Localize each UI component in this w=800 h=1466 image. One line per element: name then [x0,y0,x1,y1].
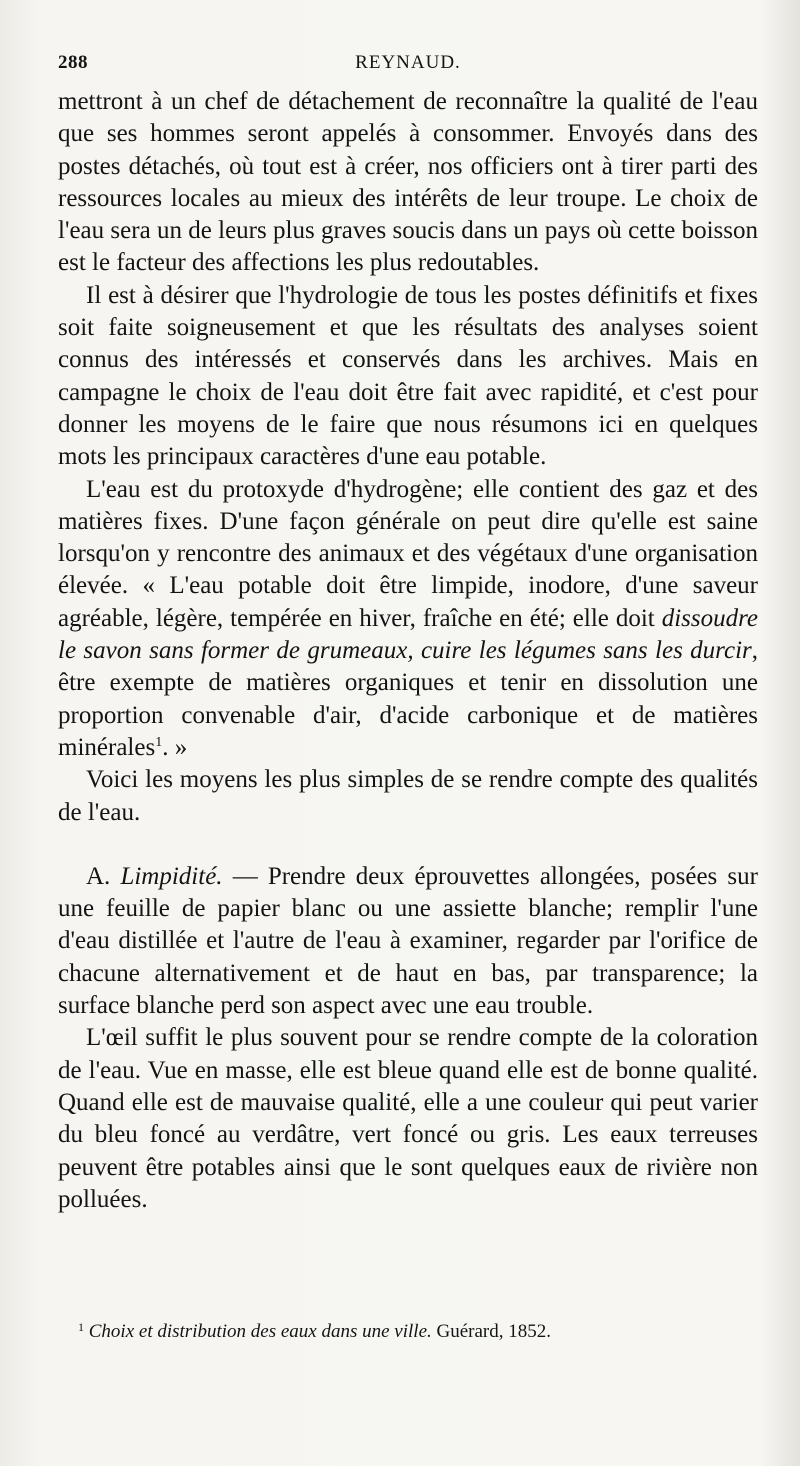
section-heading: Limpidité. [120,862,223,890]
paragraph-3 [58,474,758,765]
footnote [58,1320,758,1344]
footnote-source: Guérard, 1852. [431,1321,552,1342]
footnote-mark: 1 [78,1320,84,1334]
footnote-reference: 1 [155,734,163,750]
paragraph-1: mettront à un chef de détachement de reconnaître la qualité de l'eau que ses hommes seront appelés à consommer. Envoyés dans des postes détachés, où tout est à créer, nos officiers ont à tirer parti des ressources locales au mieux des intérêts de leur troupe. Le choix de l'eau sera un de leurs plus graves soucis dans un pays où cette boisson est le facteur des affections les plus redoutables. [58,88,758,277]
footnote-title: Choix et distribution des eaux dans une ville. [88,1321,432,1342]
section-label: A. [86,862,121,890]
paragraph-2: Il est à désirer que l'hydrologie de tous les postes définitifs et fixes soit faite soigneusement et que les résultats des analyses soient connus des intéressés et conservés dans les archives. Mais en campagne le choix de l'eau doit être fait avec rapidité, et c'est pour donner les moyens de le faire que nous résumons ici en quelques mots les principaux caractères d'une eau potable. [58,281,758,471]
section-limpidite [58,861,758,1022]
section-text: — Prendre deux éprouvettes allongées, posées sur une feuille de papier blanc ou une assiette blanche; remplir l'une d'eau distillée et l'autre de l'eau à examiner, regarder par l'orifice de chacune alternativement et de haut en bas, par transparence; la surface blanche perd son aspect avec une eau trouble. [58,862,758,1020]
paragraph-3-closing: . » [162,733,188,761]
page-number: 288 [58,52,88,73]
page-header [58,52,758,82]
body-text [58,86,758,1216]
paragraph-3-italic: dissoudre le savon sans former de grumeaux, cuire les légumes sans les durcir [58,604,758,665]
paragraph-coloration: L'œil suffit le plus souvent pour se rendre compte de la coloration de l'eau. Vue en masse, elle est bleue quand elle est de bonne qualité. Quand elle est de mauvaise qualité, elle a une couleur qui peut varier du bleu foncé au verdâtre, vert foncé ou gris. Les eaux terreuses peuvent être potables ainsi que le sont quelques eaux de rivière non polluées. [58,1024,758,1213]
running-head: REYNAUD. [355,52,461,73]
paragraph-4: Voici les moyens les plus simples de se rendre compte des qualités de l'eau. [58,766,758,826]
paragraph-3-text: L'eau est du protoxyde d'hydrogène; elle contient des gaz et des matières fixes. D'une façon générale on peut dire qu'elle est saine lorsqu'on y rencontre des animaux et des végétaux d'une organisation élevée. « L'eau potable doit être limpide, inodore, d'une saveur agréable, légère, tempérée en hiver, fraîche en été; elle doit [58,475,758,632]
paragraph-3-text-continued: , être exempte de matières organiques et tenir en dissolution une proportion convenable d'air, d'acide carbonique et de matières minérales [58,637,758,761]
